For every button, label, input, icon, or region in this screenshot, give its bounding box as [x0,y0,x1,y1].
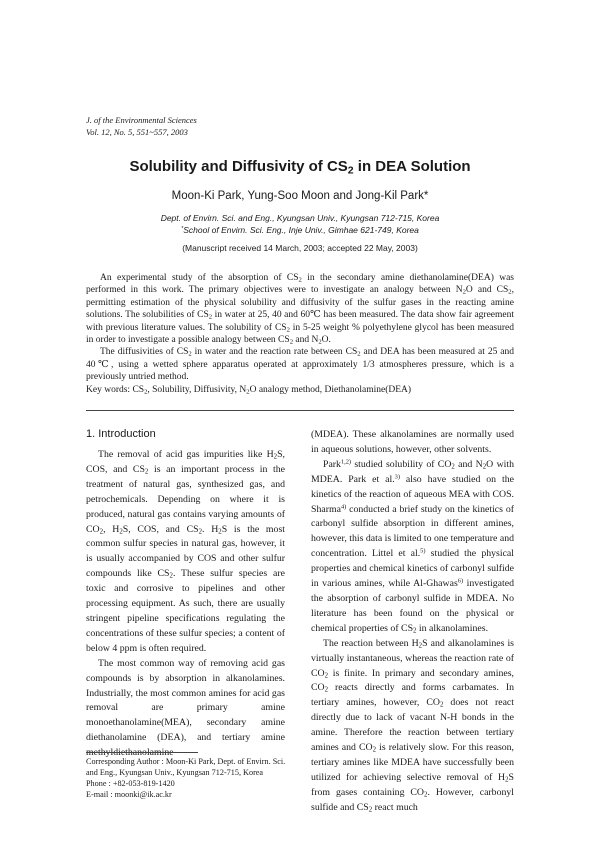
body-column-right [311,428,514,816]
chemical-subscript: 2 [413,627,417,635]
affiliation-2 [0,225,600,235]
citation-superscript: 5) [420,547,426,555]
chemical-subscript: 2 [144,468,149,476]
chemical-subscript: 2 [208,313,213,321]
citation-superscript: 4) [340,503,347,511]
chemical-subscript: 2 [357,351,361,359]
chemical-subscript: 2 [439,702,444,710]
abstract [86,272,514,384]
header-divider [86,410,514,411]
title-text: Solubility and Diffusivity of CS [129,158,348,175]
footnote [86,756,286,800]
title-text-end: in DEA Solution [353,158,471,175]
chemical-subscript: 2 [99,528,104,536]
intro-paragraph-3: Park$^{1,2)}$ studied solubility of $CO_2$ and $N_2O$ with MDEA. Park et al.$^{3)}$ also have studied on the kinetics of the reaction of aqueous MEA with COS. Sharma$^{4)}$ conducted a brief study on the kinetics of carbonyl sulfide absorption in different amines, however, this data is limited to one temperature and concentration. Littel et al.$^{5)}$ studied the physical properties and chemical kinetics of carbonyl sulfide in various amines, while Al-Ghawas$^{6)}$ investigated the absorption of carbonyl sulfide in MDEA. No literature has been found on the physical or chemical properties of $CS_2$ in alkanolamines. [311,458,514,635]
chemical-subscript: 2 [144,388,148,396]
chemical-subscript: 2 [318,338,322,346]
author-email: E-mail : moonki@ik.ac.kr [86,790,172,799]
citation-superscript: 1,2) [340,458,352,466]
footnote-divider [86,752,198,753]
author-phone: Phone : +82-053-819-1420 [86,779,175,788]
chemical-subscript: 2 [198,528,203,536]
intro-paragraph-1: The removal of acid gas impurities like $H_2S$, COS, and $CS_2$ is an important process in the treatment of natural gas, synthesized gas, and petrochemicals. Depending on where it is produced, natural gas contains varying amounts of $CO_2$, $H_2S$, COS, and $CS_2$. $H_2S$ is the most common sulfur species in natural gas, however, it is usually accompanied by COS and other sulfur compounds like $CS_2$. These sulfur species are toxic and corrosive to pipelines and other processing equipment. As such, there are usually stringent pipeline specifications regulating the concentrations of these sulfur species; a content of below 4 ppm is often required. [86,449,285,654]
title-subscript: 2 [347,164,354,177]
chemical-subscript: 2 [169,572,173,580]
keywords: Key words: $CS_2$, Solubility, Diffusivity, $N_2O$ analogy method, Diethanolamine(DEA) [86,385,412,396]
affiliation-1: Dept. of Envirn. Sci. and Eng., Kyungsan Univ., Kyungsan 712-715, Korea [160,213,440,223]
manuscript-dates: (Manuscript received 14 March, 2003; accepted 22 May, 2003) [182,243,418,253]
affiliation-2-text: School of Envirn. Sci. Eng., Inje Univ., Gimhae 621-749, Korea [183,225,419,235]
chemical-subscript: 2 [218,528,222,536]
chemical-subscript: 2 [372,746,377,754]
citation-superscript: 6) [457,577,464,585]
citation-superscript: 3) [394,473,400,481]
intro-paragraph-2: The most common way of removing acid gas compounds is by absorption in alkanolamines. Industrially, the most common amines for acid gas removal are primary amine monoethanolamine(MEA), secondary amine diethanolamine (DEA), and tertiary amine methyldiethanolamine [86,657,285,759]
chemical-subscript: 2 [188,351,192,359]
chemical-subscript: 2 [286,326,290,334]
chemical-subscript: 2 [508,289,512,297]
intro-paragraph-continued: (MDEA). These alkanolamines are normally used in aqueous solutions, however, other solvents. [311,429,514,455]
chemical-subscript: 2 [246,388,250,396]
body-column-left [86,448,285,761]
journal-name: J. of the Environmental Sciences [86,115,197,125]
chemical-subscript: 2 [273,453,278,461]
chemical-subscript: 2 [289,338,294,346]
journal-header [86,114,197,138]
chemical-subscript: 2 [368,806,373,814]
chemical-subscript: 2 [298,276,302,284]
chemical-subscript: 2 [482,463,487,471]
abstract-paragraph-2: The diffusivities of $CS_2$ in water and the reaction rate between $CS_2$ and DEA has been measured at 25 and 40℃, using a wetted sphere apparatus operated at approximately 1/3 atmospheres pressure, which is a previously untried method. [86,347,514,383]
chemical-subscript: 2 [324,672,329,680]
corresponding-author: Corresponding Author : Moon-Ki Park, Dept. of Envirn. Sci. and Eng., Kyungsan Univ., Kyungsan 712-715, Korea [86,757,286,777]
affiliation-mark: * [181,225,184,232]
chemical-subscript: 2 [424,791,428,799]
chemical-subscript: 2 [505,776,509,784]
abstract-paragraph-1: An experimental study of the absorption of $CS_2$ in the secondary amine diethanolamine(DEA) was performed in this work. The primary objectives were to investigate an analogy between $N_2O$ and $CS_2$, permitting estimation of the physical solubility and diffusivity of the sulfur gases in the reacting amine solutions. The solubilities of $CS_2$ in water at 25, 40 and 60℃ has been measured. The data show fair agreement with previous literature values. The solubility of $CS_2$ in 5-25 weight % polyethylene glycol has been measured in order to investigate a possible analogy between $CS_2$ and $N_2O$. [86,273,515,346]
authors: Moon-Ki Park, Yung-Soo Moon and Jong-Kil Park* [171,190,429,202]
journal-volume: Vol. 12, No. 5, 551~557, 2003 [86,127,188,137]
chemical-subscript: 2 [119,528,123,536]
chemical-subscript: 2 [451,463,455,471]
chemical-subscript: 2 [418,642,423,650]
chemical-subscript: 2 [324,687,329,695]
intro-paragraph-4: The reaction between $H_2S$ and alkanolamines is virtually instantaneous, whereas the reaction rate of $CO_2$ is finite. In primary and secondary amines, $CO_2$ reacts directly and forms carbamates. In tertiary amines, however, $CO_2$ does not react directly due to lack of vacant N-H bonds in the amine. Therefore the reaction between tertiary amines and $CO_2$ is relatively slow. For this reason, tertiary amines like MDEA have successfully been utilized for achieving selective removal of $H_2S$ from gases containing $CO_2$. However, carbonyl sulfide and $CS_2$ react much [311,637,515,814]
paper-title [0,158,600,175]
section-title-introduction: 1. Introduction [86,428,156,440]
chemical-subscript: 2 [462,289,466,297]
